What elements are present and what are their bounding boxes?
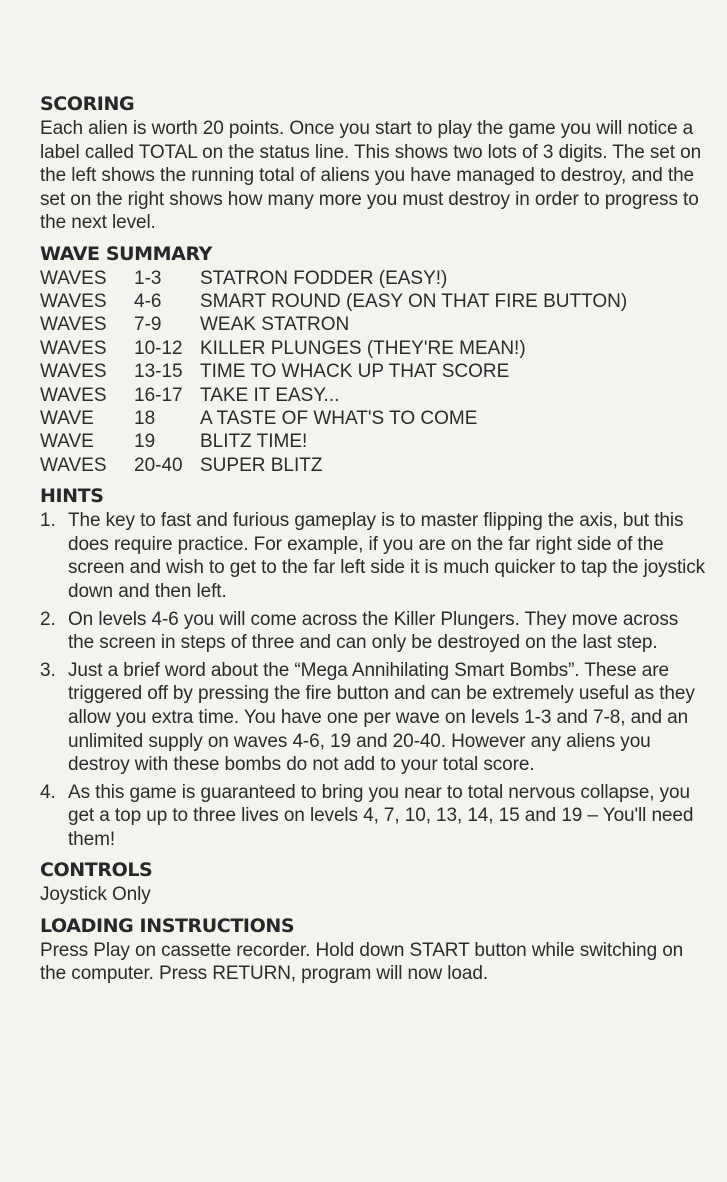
table-row bbox=[40, 454, 627, 477]
list-item bbox=[40, 659, 707, 777]
wave-label: WAVES bbox=[40, 314, 107, 336]
hints-heading: HINTS bbox=[40, 485, 104, 508]
wave-label: WAVES bbox=[40, 384, 107, 406]
table-row bbox=[40, 407, 627, 430]
wave-description: TAKE IT EASY... bbox=[200, 384, 340, 406]
list-item bbox=[40, 608, 707, 655]
hint-text: On levels 4-6 you will come across the Killer Plungers. They move across the screen in steps of three and can only be destroyed on the last step. bbox=[68, 608, 679, 654]
wave-description: WEAK STATRON bbox=[200, 314, 350, 336]
loading-section bbox=[40, 914, 707, 986]
table-row bbox=[40, 337, 627, 360]
hint-text: Just a brief word about the “Mega Annihilating Smart Bombs”. These are triggered off by pressing the fire button and can be extremely useful as they allow you extra time. You have one per wave on levels 1-3 and 7-8, and an unlimited supply on waves 4-6, 19 and 20-40. However any aliens you destroy with these bombs do not add to your total score. bbox=[68, 659, 695, 776]
hints-list bbox=[40, 509, 707, 851]
wave-label: WAVES bbox=[40, 361, 107, 383]
wave-range: 16-17 bbox=[134, 384, 183, 406]
table-row bbox=[40, 313, 627, 336]
hint-text: As this game is guaranteed to bring you near to total nervous collapse, you get a top up to three lives on levels 4, 7, 10, 13, 14, 15 and 19 – You'll need them! bbox=[68, 781, 694, 850]
controls-section bbox=[40, 858, 707, 907]
wave-label: WAVES bbox=[40, 454, 107, 476]
loading-heading: LOADING INSTRUCTIONS bbox=[40, 914, 295, 937]
hint-number: 3. bbox=[40, 659, 56, 681]
table-row bbox=[40, 384, 627, 407]
wave-range: 7-9 bbox=[134, 314, 162, 336]
scoring-section bbox=[40, 92, 707, 235]
table-row bbox=[40, 290, 627, 313]
wave-range: 13-15 bbox=[134, 361, 183, 383]
hint-number: 2. bbox=[40, 608, 56, 630]
wave-range: 10-12 bbox=[134, 337, 183, 359]
wave-summary-section bbox=[40, 242, 707, 478]
hints-section bbox=[40, 484, 707, 851]
scoring-text: Each alien is worth 20 points. Once you start to play the game you will notice a label called TOTAL on the status line. This shows two lots of 3 digits. The set on the left shows the running total of aliens you have managed to destroy, and the set on the right shows how many more you must destroy in order to progress to the next level. bbox=[40, 118, 702, 233]
wave-label: WAVE bbox=[40, 407, 94, 429]
controls-text: Joystick Only bbox=[40, 884, 151, 906]
table-row bbox=[40, 267, 627, 290]
wave-label: WAVE bbox=[40, 431, 94, 453]
wave-label: WAVES bbox=[40, 337, 107, 359]
list-item bbox=[40, 509, 707, 603]
wave-range: 18 bbox=[134, 407, 156, 429]
wave-description: KILLER PLUNGES (THEY'RE MEAN!) bbox=[200, 337, 526, 359]
wave-summary-heading: WAVE SUMMARY bbox=[40, 242, 212, 265]
wave-label: WAVES bbox=[40, 267, 107, 289]
hint-number: 1. bbox=[40, 510, 56, 532]
wave-range: 1-3 bbox=[134, 267, 162, 289]
wave-summary-table bbox=[40, 267, 627, 478]
wave-range: 20-40 bbox=[134, 454, 183, 476]
loading-text: Press Play on cassette recorder. Hold down START button while switching on the computer. Press RETURN, program will now load. bbox=[40, 939, 684, 985]
table-row bbox=[40, 430, 627, 453]
scoring-heading: SCORING bbox=[40, 93, 135, 115]
hint-number: 4. bbox=[40, 781, 56, 803]
wave-description: SUPER BLITZ bbox=[200, 454, 323, 476]
wave-range: 4-6 bbox=[134, 290, 162, 312]
wave-description: STATRON FODDER (EASY!) bbox=[200, 267, 448, 289]
list-item bbox=[40, 781, 707, 852]
wave-label: WAVES bbox=[40, 290, 107, 312]
wave-description: SMART ROUND (EASY ON THAT FIRE BUTTON) bbox=[200, 290, 628, 312]
wave-range: 19 bbox=[134, 431, 156, 453]
wave-description: TIME TO WHACK UP THAT SCORE bbox=[200, 361, 510, 383]
wave-description: A TASTE OF WHAT'S TO COME bbox=[200, 407, 478, 429]
wave-description: BLITZ TIME! bbox=[200, 431, 308, 453]
table-row bbox=[40, 360, 627, 383]
controls-heading: CONTROLS bbox=[40, 859, 153, 882]
hint-text: The key to fast and furious gameplay is to master flipping the axis, but this does require practice. For example, if you are on the far right side of the screen and wish to get to the far left side it is much quicker to tap the joystick down and then left. bbox=[68, 510, 706, 602]
